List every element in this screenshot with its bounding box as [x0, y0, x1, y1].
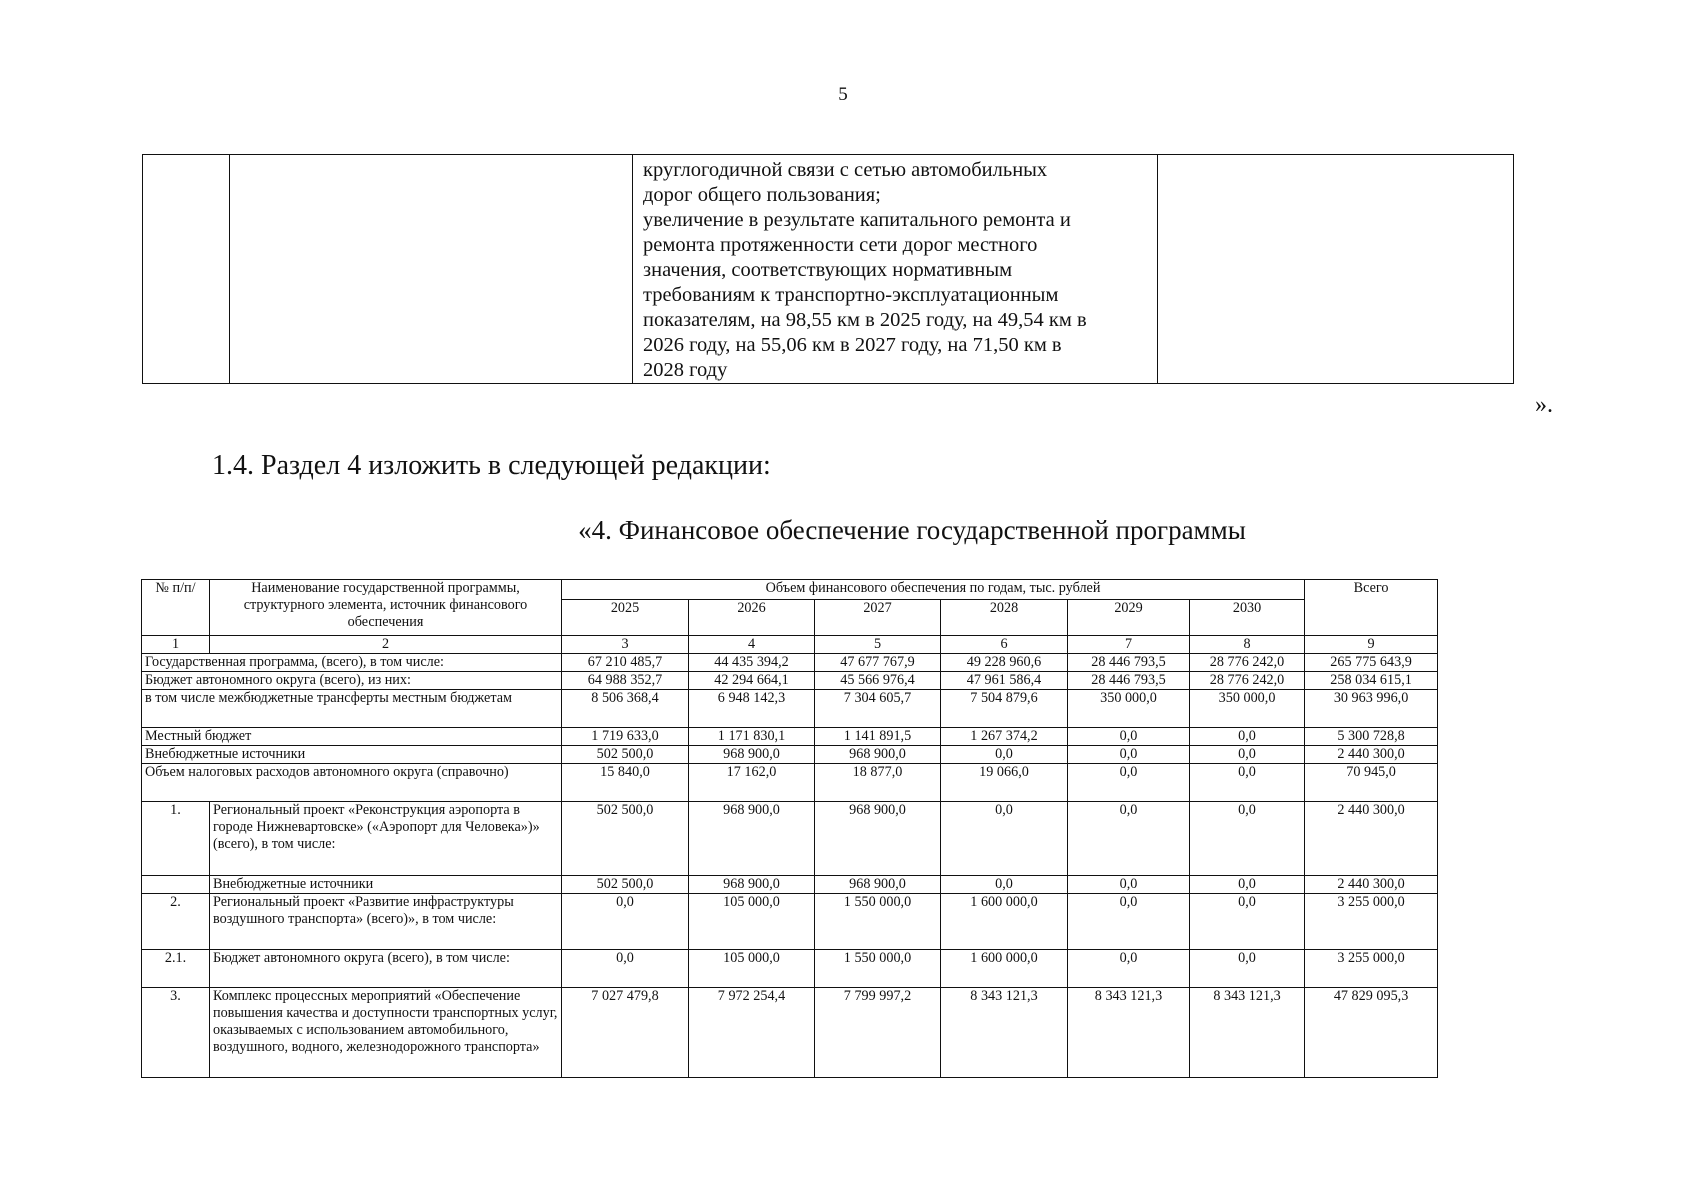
value-cell: 0,0: [1068, 764, 1190, 802]
value-cell: 0,0: [1190, 950, 1305, 988]
value-cell: 18 877,0: [815, 764, 941, 802]
value-cell: 0,0: [1190, 746, 1305, 764]
total-cell: 3 255 000,0: [1305, 894, 1438, 950]
row-name: Государственная программа, (всего), в том числе:: [142, 654, 562, 672]
value-cell: 19 066,0: [941, 764, 1068, 802]
row-number: [142, 876, 210, 894]
value-cell: 7 972 254,4: [689, 988, 815, 1078]
table-row: [142, 690, 1438, 728]
table-row: [142, 894, 1438, 950]
column-number: 2: [210, 636, 562, 654]
value-cell: 1 719 633,0: [562, 728, 689, 746]
value-cell: 7 799 997,2: [815, 988, 941, 1078]
value-cell: 7 027 479,8: [562, 988, 689, 1078]
value-cell: 105 000,0: [689, 950, 815, 988]
text-line: значения, соответствующих нормативным: [643, 259, 1013, 281]
text-line: 2028 году: [643, 359, 728, 381]
value-cell: 47 677 767,9: [815, 654, 941, 672]
value-cell: 0,0: [1190, 728, 1305, 746]
table-row: [142, 764, 1438, 802]
total-cell: 2 440 300,0: [1305, 876, 1438, 894]
row-name: Объем налоговых расходов автономного округа (справочно): [142, 764, 562, 802]
value-cell: 28 446 793,5: [1068, 654, 1190, 672]
row-name: Бюджет автономного округа (всего), в том числе:: [210, 950, 562, 988]
row-name: в том числе межбюджетные трансферты местным бюджетам: [142, 690, 562, 728]
value-cell: 47 961 586,4: [941, 672, 1068, 690]
value-cell: 44 435 394,2: [689, 654, 815, 672]
total-cell: 47 829 095,3: [1305, 988, 1438, 1078]
value-cell: 968 900,0: [689, 746, 815, 764]
value-cell: 64 988 352,7: [562, 672, 689, 690]
total-cell: 2 440 300,0: [1305, 802, 1438, 876]
table-row: [142, 654, 1438, 672]
value-cell: 0,0: [1068, 728, 1190, 746]
value-cell: 6 948 142,3: [689, 690, 815, 728]
value-cell: 0,0: [1190, 764, 1305, 802]
result-text-cell: [633, 155, 1158, 384]
row-number: 2.1.: [142, 950, 210, 988]
header-year: 2025: [562, 600, 689, 636]
total-cell: 265 775 643,9: [1305, 654, 1438, 672]
column-number: 5: [815, 636, 941, 654]
value-cell: 968 900,0: [815, 876, 941, 894]
table-row: [142, 950, 1438, 988]
header-year: 2027: [815, 600, 941, 636]
row-number: 2.: [142, 894, 210, 950]
table-row: [142, 876, 1438, 894]
value-cell: 350 000,0: [1068, 690, 1190, 728]
text-line: увеличение в результате капитального ремонта и: [643, 209, 1071, 231]
value-cell: 28 446 793,5: [1068, 672, 1190, 690]
table-row: [142, 746, 1438, 764]
header-name: Наименование государственной программы, структурного элемента, источник финансового обеспечения: [210, 580, 562, 636]
value-cell: 0,0: [562, 950, 689, 988]
header-year: 2029: [1068, 600, 1190, 636]
value-cell: 0,0: [1068, 746, 1190, 764]
row-name: Внебюджетные источники: [142, 746, 562, 764]
table-row: [142, 672, 1438, 690]
value-cell: 7 504 879,6: [941, 690, 1068, 728]
value-cell: 0,0: [1068, 894, 1190, 950]
continuation-table: [142, 154, 1514, 384]
value-cell: 0,0: [941, 746, 1068, 764]
finance-table: [141, 579, 1438, 1078]
value-cell: 1 550 000,0: [815, 894, 941, 950]
value-cell: 0,0: [1190, 894, 1305, 950]
value-cell: 968 900,0: [689, 802, 815, 876]
header-year: 2028: [941, 600, 1068, 636]
value-cell: 1 171 830,1: [689, 728, 815, 746]
column-number: 1: [142, 636, 210, 654]
value-cell: 8 343 121,3: [1068, 988, 1190, 1078]
text-line: показателям, на 98,55 км в 2025 году, на 49,54 км в: [643, 309, 1087, 331]
section-title: «4. Финансовое обеспечение государственной программы: [578, 515, 1246, 545]
text-line: требованиям к транспортно-эксплуатационным: [643, 284, 1059, 306]
text-line: круглогодичной связи с сетью автомобильных: [643, 159, 1048, 181]
value-cell: 968 900,0: [815, 802, 941, 876]
header-no: № п/п/: [142, 580, 210, 636]
empty-cell-last: [1158, 155, 1514, 384]
row-name: Бюджет автономного округа (всего), из них:: [142, 672, 562, 690]
value-cell: 1 600 000,0: [941, 950, 1068, 988]
column-number: 8: [1190, 636, 1305, 654]
total-cell: 70 945,0: [1305, 764, 1438, 802]
value-cell: 350 000,0: [1190, 690, 1305, 728]
value-cell: 0,0: [941, 876, 1068, 894]
row-name: Региональный проект «Развитие инфраструктуры воздушного транспорта» (всего)», в том числе:: [210, 894, 562, 950]
header-volume: Объем финансового обеспечения по годам, тыс. рублей: [562, 580, 1305, 600]
table-row: [142, 802, 1438, 876]
value-cell: 968 900,0: [689, 876, 815, 894]
value-cell: 968 900,0: [815, 746, 941, 764]
column-number-row: [142, 636, 1438, 654]
table-row: [142, 728, 1438, 746]
total-cell: 5 300 728,8: [1305, 728, 1438, 746]
page-number: 5: [838, 84, 848, 105]
value-cell: 0,0: [1190, 802, 1305, 876]
value-cell: 0,0: [562, 894, 689, 950]
column-number: 7: [1068, 636, 1190, 654]
column-number: 3: [562, 636, 689, 654]
text-line: ремонта протяженности сети дорог местного: [643, 234, 1038, 256]
value-cell: 7 304 605,7: [815, 690, 941, 728]
value-cell: 1 600 000,0: [941, 894, 1068, 950]
empty-cell-name: [230, 155, 633, 384]
closing-quote: ».: [1535, 392, 1553, 418]
value-cell: 0,0: [1068, 950, 1190, 988]
header-total: Всего: [1305, 580, 1438, 636]
value-cell: 502 500,0: [562, 746, 689, 764]
value-cell: 1 267 374,2: [941, 728, 1068, 746]
empty-cell-no: [143, 155, 230, 384]
value-cell: 8 343 121,3: [941, 988, 1068, 1078]
header-year: 2030: [1190, 600, 1305, 636]
value-cell: 0,0: [1068, 802, 1190, 876]
value-cell: 105 000,0: [689, 894, 815, 950]
row-name: Местный бюджет: [142, 728, 562, 746]
value-cell: 45 566 976,4: [815, 672, 941, 690]
value-cell: 0,0: [1190, 876, 1305, 894]
value-cell: 28 776 242,0: [1190, 654, 1305, 672]
column-number: 4: [689, 636, 815, 654]
value-cell: 49 228 960,6: [941, 654, 1068, 672]
value-cell: 8 343 121,3: [1190, 988, 1305, 1078]
row-name: Комплекс процессных мероприятий «Обеспечение повышения качества и доступности транспортных услуг, оказываемых с использованием автомобильного, воздушного, водного, железнодорожного транспорта»: [210, 988, 562, 1078]
value-cell: 8 506 368,4: [562, 690, 689, 728]
total-cell: 30 963 996,0: [1305, 690, 1438, 728]
value-cell: 1 550 000,0: [815, 950, 941, 988]
column-number: 6: [941, 636, 1068, 654]
header-year: 2026: [689, 600, 815, 636]
total-cell: 3 255 000,0: [1305, 950, 1438, 988]
value-cell: 1 141 891,5: [815, 728, 941, 746]
value-cell: 15 840,0: [562, 764, 689, 802]
instruction-text: 1.4. Раздел 4 изложить в следующей редакции:: [212, 450, 771, 481]
value-cell: 28 776 242,0: [1190, 672, 1305, 690]
column-number: 9: [1305, 636, 1438, 654]
value-cell: 0,0: [941, 802, 1068, 876]
value-cell: 67 210 485,7: [562, 654, 689, 672]
value-cell: 17 162,0: [689, 764, 815, 802]
total-cell: 258 034 615,1: [1305, 672, 1438, 690]
row-name: Региональный проект «Реконструкция аэропорта в городе Нижневартовске» («Аэропорт для Человека»)» (всего), в том числе:: [210, 802, 562, 876]
value-cell: 502 500,0: [562, 876, 689, 894]
value-cell: 0,0: [1068, 876, 1190, 894]
row-number: 1.: [142, 802, 210, 876]
text-line: дорог общего пользования;: [643, 184, 881, 206]
table-row: [142, 988, 1438, 1078]
row-name: Внебюджетные источники: [210, 876, 562, 894]
row-number: 3.: [142, 988, 210, 1078]
total-cell: 2 440 300,0: [1305, 746, 1438, 764]
text-line: 2026 году, на 55,06 км в 2027 году, на 71,50 км в: [643, 334, 1062, 356]
value-cell: 502 500,0: [562, 802, 689, 876]
value-cell: 42 294 664,1: [689, 672, 815, 690]
